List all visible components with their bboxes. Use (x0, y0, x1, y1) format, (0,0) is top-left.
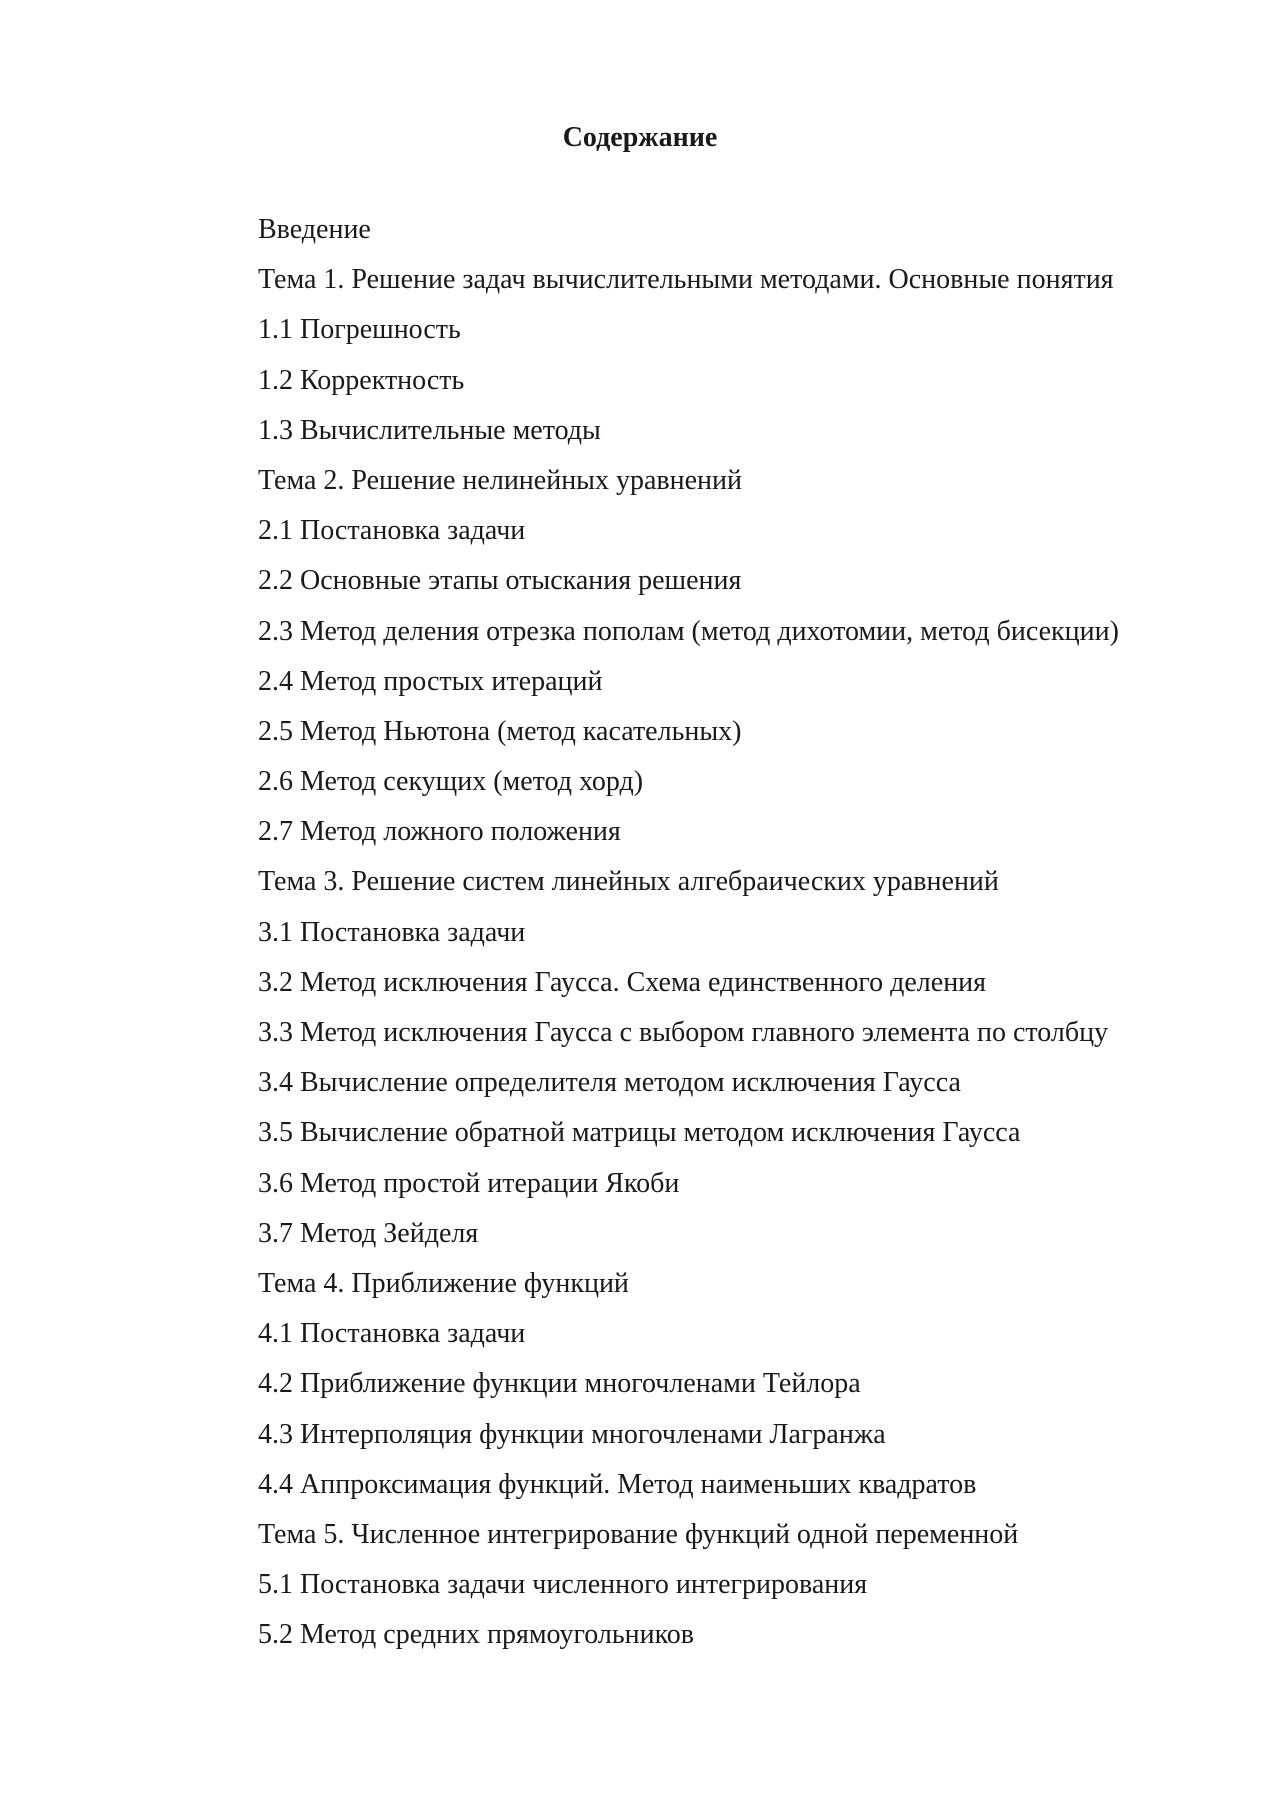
toc-entry: 3.6 Метод простой итерации Якоби (258, 1167, 680, 1199)
toc-entry: Введение (258, 214, 371, 245)
toc-entry: 5.2 Метод средних прямоугольников (258, 1619, 695, 1651)
toc-entry: Тема 4. Приближение функций (258, 1267, 629, 1299)
toc-entry: 1.3 Вычислительные методы (258, 414, 601, 446)
toc-entry: 1.2 Корректность (258, 364, 465, 396)
toc-entry: 4.4 Аппроксимация функций. Метод наименьших квадратов (258, 1468, 977, 1500)
toc-entry: Тема 1. Решение задач вычислительными методами. Основные понятия (258, 264, 1114, 296)
toc-entry: Тема 3. Решение систем линейных алгебраических уравнений (258, 866, 999, 898)
toc-entry: 4.2 Приближение функции многочленами Тейлора (258, 1368, 861, 1400)
toc-entry: 3.5 Вычисление обратной матрицы методом исключения Гаусса (258, 1117, 1021, 1149)
toc-entry: Тема 5. Численное интегрирование функций одной переменной (258, 1518, 1019, 1550)
toc-entry: 5.1 Постановка задачи численного интегрирования (258, 1569, 868, 1601)
toc-entry: 1.1 Погрешность (258, 314, 461, 346)
toc-entry: 3.2 Метод исключения Гаусса. Схема единственного деления (258, 966, 987, 998)
toc-entry: 2.6 Метод секущих (метод хорд) (258, 766, 644, 798)
toc-entry: 2.7 Метод ложного положения (258, 816, 621, 848)
toc-entry: 2.5 Метод Ньютона (метод касательных) (258, 715, 742, 747)
toc-entry: 3.1 Постановка задачи (258, 916, 526, 948)
toc-entry: 3.3 Метод исключения Гаусса с выбором главного элемента по столбцу (258, 1017, 1109, 1048)
table-of-contents (258, 210, 1258, 1665)
toc-entry: 2.3 Метод деления отрезка пополам (метод дихотомии, метод бисекции) (258, 615, 1119, 647)
toc-entry: 3.4 Вычисление определителя методом исключения Гаусса (258, 1067, 961, 1099)
page-title: Содержание (562, 122, 718, 153)
toc-entry: 2.2 Основные этапы отыскания решения (258, 565, 742, 597)
toc-entry: 2.4 Метод простых итераций (258, 665, 603, 697)
toc-entry: 2.1 Постановка задачи (258, 515, 526, 547)
toc-entry: 4.3 Интерполяция функции многочленами Лагранжа (258, 1418, 886, 1450)
toc-entry: 3.7 Метод Зейделя (258, 1217, 479, 1249)
toc-entry: Тема 2. Решение нелинейных уравнений (258, 464, 743, 496)
toc-entry: 4.1 Постановка задачи (258, 1318, 526, 1350)
